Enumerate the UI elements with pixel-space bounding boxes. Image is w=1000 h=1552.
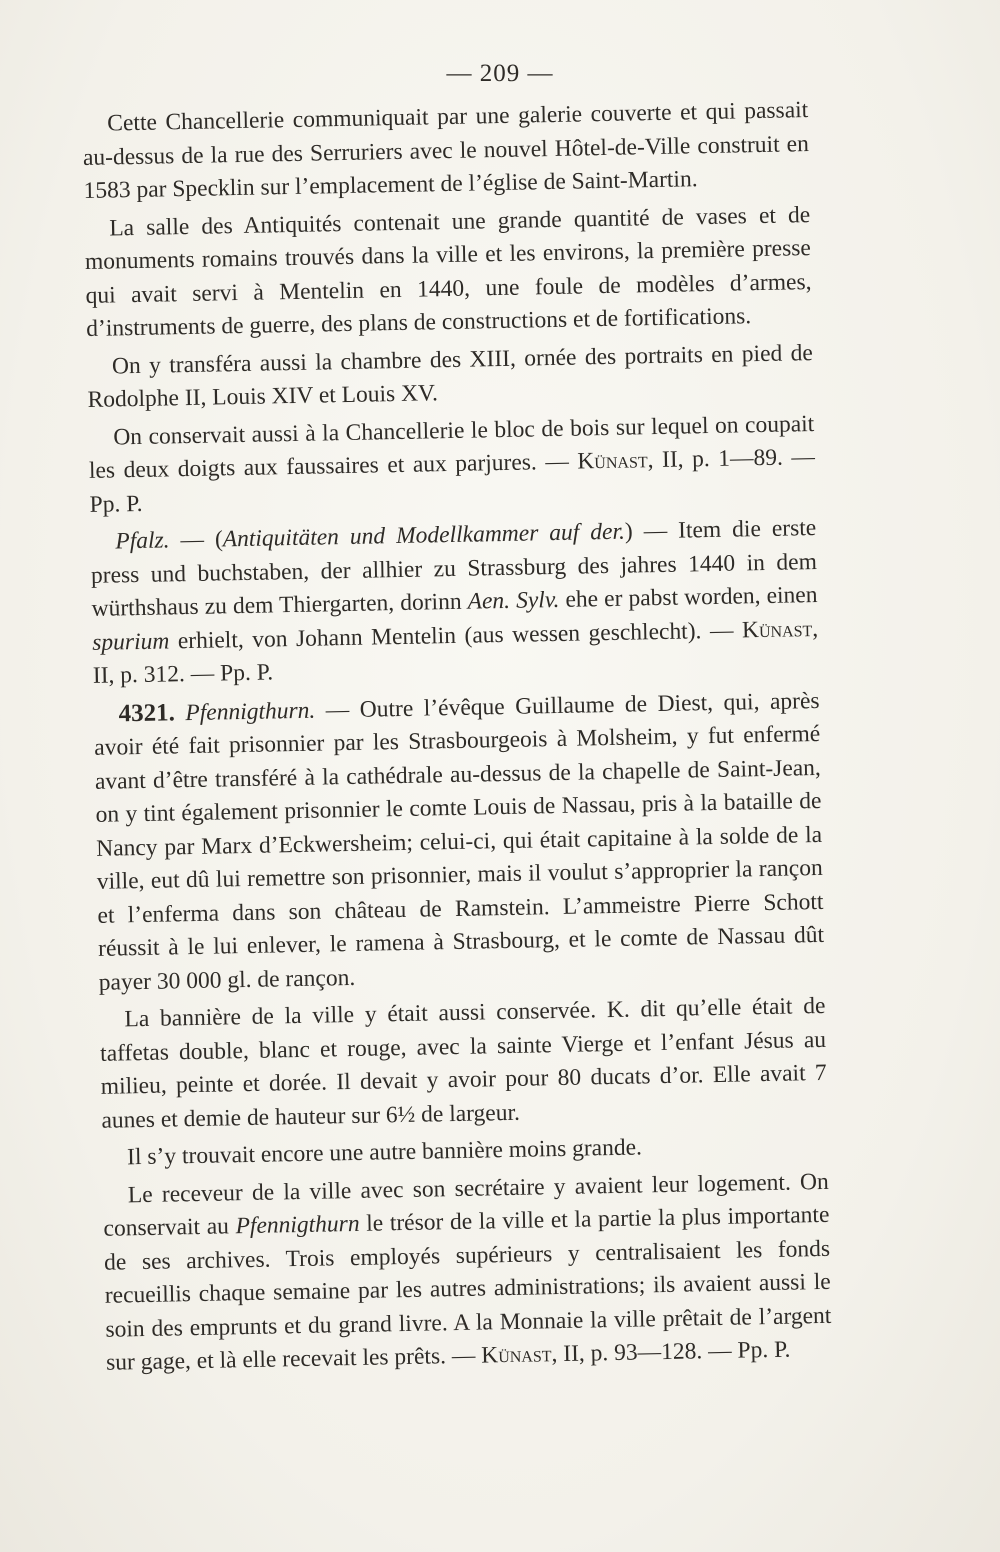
paragraph-text: erhielt, von Johann Mentelin (aus wessen geschlecht). — xyxy=(169,616,743,654)
page-number: — 209 — xyxy=(446,60,554,87)
italic-term: spurium xyxy=(92,627,170,656)
page-reference: , II, p. 312. — Pp. P. xyxy=(92,615,819,689)
author-citation: Künast xyxy=(480,1341,552,1369)
italic-term: Antiquitäten und Modellkammer auf der. xyxy=(222,518,626,553)
italic-term: Pfalz. xyxy=(115,527,170,555)
entry-pfennigthurn xyxy=(93,683,825,999)
paragraph-bloc-de-bois xyxy=(88,408,816,522)
paragraph-text: ) — Item die erste press und buchstaben, der allhier zu Strassburg des jahres 1440 in dem würthshaus zu dem Thiergarten, dorinn xyxy=(90,514,818,622)
paragraph-pfalz-quote xyxy=(90,512,819,693)
paragraph-text: On conservait aussi à la Chancellerie le bloc de bois sur lequel on coupait les deux doigts aux faussaires et aux parjures. — xyxy=(88,410,815,484)
paragraph-antiquites: La salle des Antiquités contenait une grande quantité de vases et de monuments romains trouvés dans la ville et les environs, la première presse qui avait servi à Mentelin en 1440, une foule de modèles d’armes, d’instruments de guerre, des plans de constructions et de fortifications. xyxy=(84,201,812,342)
page-reference: , II, p. 93—128. — Pp. P. xyxy=(551,1336,791,1368)
paragraph-banniere: La bannière de la ville y était aussi conservée. K. dit qu’elle était de taffetas double, blanc et rouge, avec la sainte Vierge et l’enfant Jésus au milieu, peinte et dorée. Il devait y avoir pour 80 ducats d’or. Elle avait 7 aunes et demie de hauteur sur 6½ de largeur. xyxy=(99,992,827,1134)
entry-number: 4321. xyxy=(118,698,176,727)
page-reference: , II, p. 1—89. — Pp. P. xyxy=(89,443,816,518)
paragraph-chancellerie: Cette Chancellerie communiquait par une galerie couverte et qui passait au-dessus de la rue des Serruriers avec le nouvel Hôtel-de-Ville construit en 1583 par Specklin sur l’emplacement de l’église de Saint-Martin. xyxy=(82,97,810,204)
body-text xyxy=(82,94,832,1384)
paragraph-text: ehe er pabst worden, einen xyxy=(559,581,818,613)
author-citation: Künast xyxy=(577,447,648,475)
paragraph-text: le trésor de la ville et la partie la plus importante de ses archives. Trois employés supérieurs y centralisaient les fonds recueillis chaque semaine par les autres administrations; ils avaient aussi le soin des emprunts et du grand livre. A la Monnaie la ville prêtait de l’argent sur gage, et là elle recevait les prêts. — xyxy=(103,1201,832,1376)
entry-title: Pfennigthurn. xyxy=(185,697,316,726)
paragraph-text: — ( xyxy=(169,526,224,554)
author-citation: Künast xyxy=(741,615,813,643)
paragraph-autre-banniere: Il s’y trouvait encore une autre bannière moins grande. xyxy=(126,1134,643,1171)
paragraph-receveur xyxy=(103,1165,833,1380)
italic-term: Pfennigthurn xyxy=(235,1210,360,1240)
paragraph-chambre-xiii: On y transféra aussi la chambre des XIII, ornée des portraits en pied de Rodolphe II, Louis XIV et Louis XV. xyxy=(87,339,814,413)
italic-term: Aen. Sylv. xyxy=(467,586,560,615)
paragraph-text: Le receveur de la ville avec son secrétaire y avaient leur logement. On conservait au xyxy=(103,1168,829,1242)
paragraph-text: — Outre l’évêque Guillaume de Diest, qui, après avoir été fait prisonnier par les Strasbourgeois à Molsheim, y fut enfermé avant d’être transféré à la cathédrale au-dessus de la chapelle de Saint-Jean, on y tint également prisonnier le comte Louis de Nassau, pris à la bataille de Nancy par Marx d’Eckwersheim; celui-ci, qui était capitaine à la solde de la ville, eut dû lui remettre son prisonnier, mais il voulut s’approprier la rançon et l’enferma dans son château de Ramstein. L’ammeistre Pierre Schott réussit à le lui enlever, le ramena à Strasbourg, et le comte de Nassau dût payer 30 000 gl. de rançon. xyxy=(94,687,825,996)
